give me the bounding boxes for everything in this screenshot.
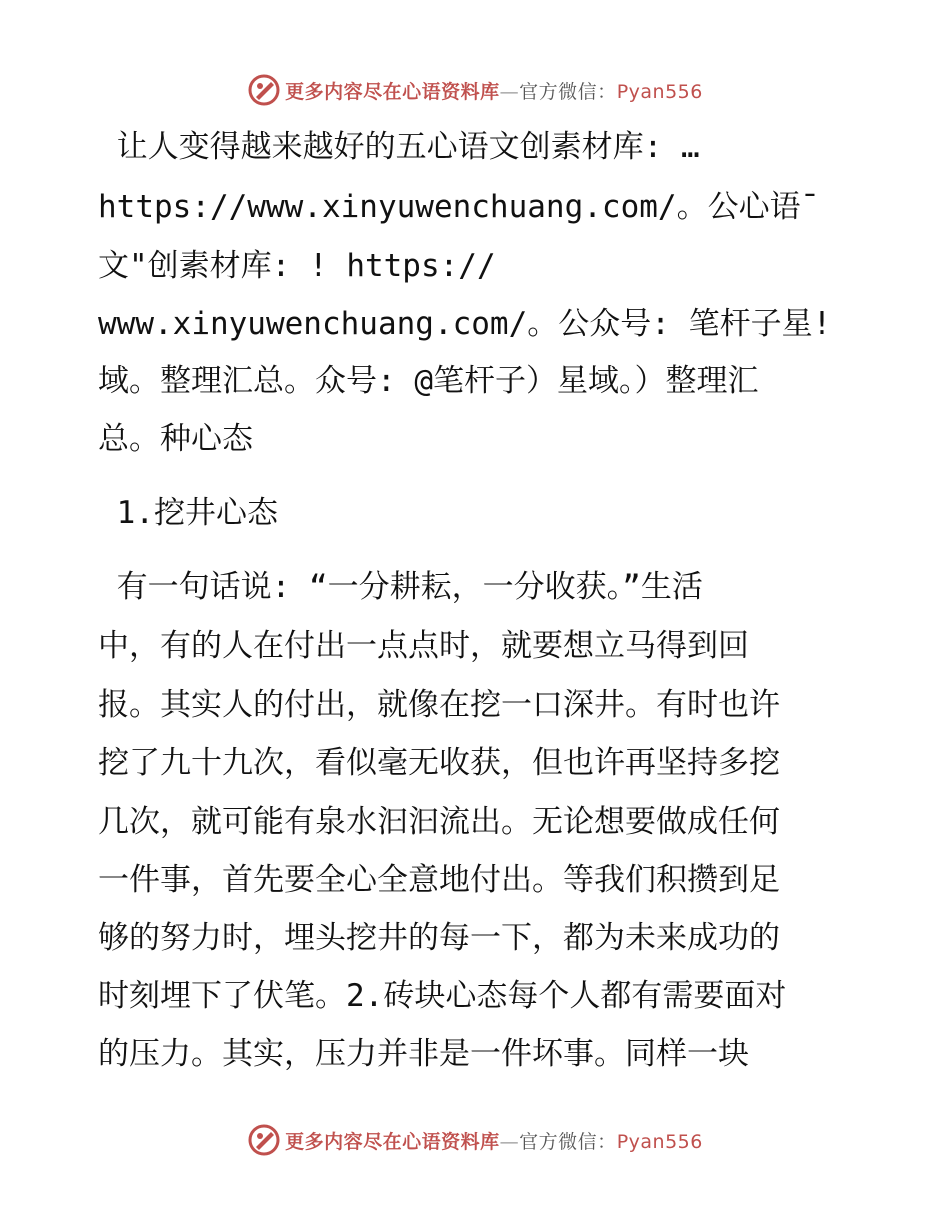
- section-heading: 1.挖井心态: [98, 495, 278, 531]
- body-line-1: 有一句话说: “一分耕耘，一分收获。”生活: [98, 569, 703, 605]
- intro-line-1: 让人变得越来越好的五心语文创素材库: …: [98, 129, 700, 165]
- body-line-4: 挖了九十九次，看似毫无收获，但也许再坚持多挖: [98, 745, 780, 781]
- header-wechat-id: Pyan556: [616, 80, 703, 103]
- intro-line-3: 文"创素材库: ! https://: [98, 248, 496, 284]
- footer-wechat-id: Pyan556: [616, 1130, 703, 1153]
- intro-line-6: 总。种心态: [98, 421, 253, 457]
- header-banner-text: [285, 77, 703, 104]
- body-line-7: 够的努力时，埋头挖井的每一下，都为未来成功的: [98, 920, 780, 956]
- intro-line-5: 域。整理汇总。众号: @笔杆子）星域。）整理汇: [98, 363, 759, 399]
- brand-logo-icon: [247, 1123, 281, 1157]
- body-line-9: 的压力。其实，压力并非是一件坏事。同样一块: [98, 1036, 749, 1072]
- header-banner-separator: —: [499, 80, 520, 103]
- header-banner-suffix: 官方微信：: [519, 80, 617, 103]
- footer-banner: [0, 1120, 950, 1160]
- body-line-8: 时刻埋下了伏笔。2.砖块心态每个人都有需要面对: [98, 978, 787, 1014]
- body-line-3: 报。其实人的付出，就像在挖一口深井。有时也许: [98, 687, 780, 723]
- header-banner: [0, 70, 950, 110]
- footer-banner-separator: —: [499, 1130, 520, 1153]
- header-banner-main: 更多内容尽在心语资料库: [285, 80, 500, 103]
- intro-line-2: https://www.xinyuwenchuang.com/。公心语¯: [98, 189, 820, 225]
- brand-logo-icon: [247, 73, 281, 107]
- body-line-5: 几次，就可能有泉水汩汩流出。无论想要做成任何: [98, 804, 780, 840]
- intro-line-4: www.xinyuwenchuang.com/。公众号: 笔杆子星!: [98, 306, 832, 342]
- body-line-6: 一件事，首先要全心全意地付出。等我们积攒到足: [98, 862, 780, 898]
- footer-banner-suffix: 官方微信：: [519, 1130, 617, 1153]
- footer-banner-main: 更多内容尽在心语资料库: [285, 1130, 500, 1153]
- footer-banner-text: [285, 1127, 703, 1154]
- body-line-2: 中，有的人在付出一点点时，就要想立马得到回: [98, 628, 749, 664]
